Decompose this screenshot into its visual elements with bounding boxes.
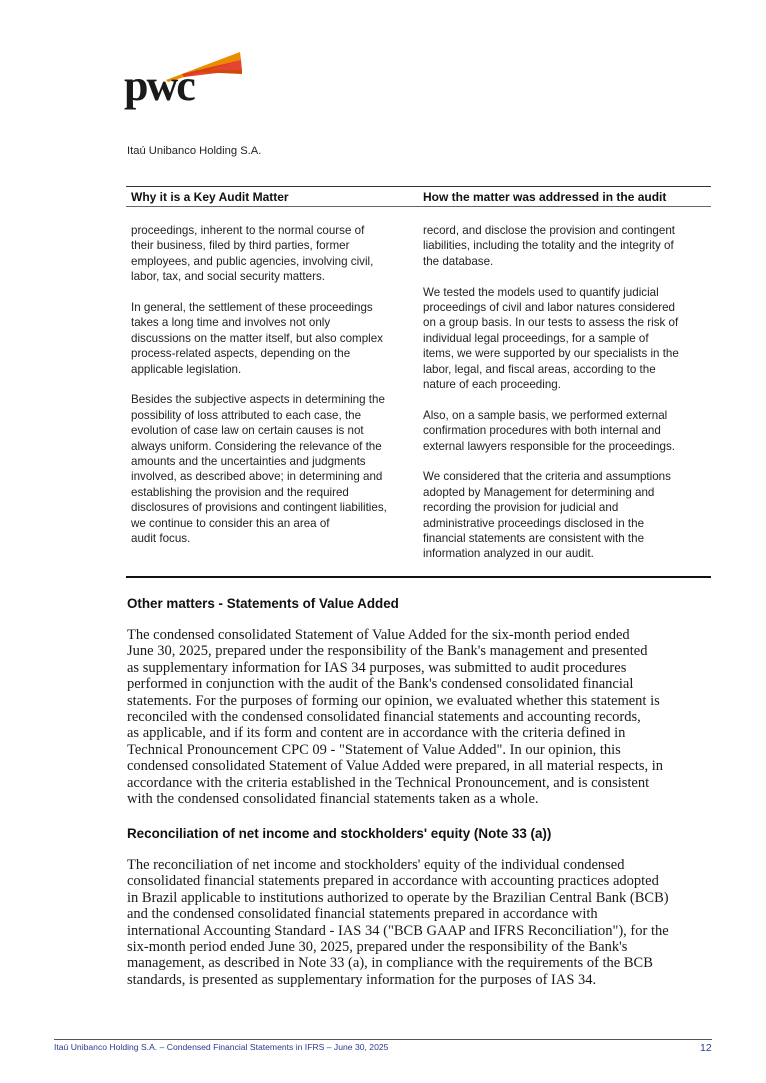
page-number: 12 [700, 1042, 712, 1054]
how-paragraph [423, 408, 711, 454]
text-line: We tested the models used to quantify judicial [423, 285, 659, 299]
text-line: consolidated financial statements prepared in accordance with accounting practices adopted [127, 873, 659, 890]
text-line: Technical Pronouncement CPC 09 - "Statement of Value Added". In our opinion, this [127, 741, 621, 758]
text-line: statements. For the purposes of forming our opinion, we evaluated whether this statement is [127, 692, 660, 709]
text-line: process-related aspects, depending on the [131, 347, 351, 361]
text-line: items, we were supported by our specialists in the [423, 347, 679, 361]
text-line: labor, tax, and social security matters. [131, 270, 325, 284]
column-header-why: Why it is a Key Audit Matter [131, 190, 289, 204]
text-line: always uniform. Considering the relevance of the [131, 439, 382, 453]
text-line: reconciled with the condensed consolidated financial statements and accounting records, [127, 709, 641, 726]
text-line: recording the provision for judicial and [423, 501, 619, 515]
section-heading-reconciliation: Reconciliation of net income and stockholders' equity (Note 33 (a)) [127, 826, 552, 841]
company-name: Itaú Unibanco Holding S.A. [127, 145, 262, 157]
text-line: we continue to consider this an area of [131, 516, 330, 530]
text-line: Also, on a sample basis, we performed external [423, 408, 668, 422]
text-line: applicable legislation. [131, 362, 242, 376]
text-line: the database. [423, 254, 494, 268]
text-line: as supplementary information for IAS 34 purposes, was submitted to audit procedures [127, 659, 627, 676]
text-line: possibility of loss attributed to each case, the [131, 408, 362, 422]
text-line: discussions on the matter itself, but also complex [131, 331, 383, 345]
text-line: adopted by Management for determining and [423, 485, 655, 499]
text-line: In general, the settlement of these proceedings [131, 301, 373, 315]
key-audit-matter-table [126, 184, 711, 578]
text-line: six-month period ended June 30, 2025, prepared under the responsibility of the Bank's [127, 939, 628, 956]
text-line: labor, legal, and fiscal areas, according to the [423, 362, 656, 376]
text-line: employees, and public agencies, involving civil, [131, 254, 374, 268]
text-line: administrative proceedings disclosed in the [423, 516, 645, 530]
footer-text: Itaú Unibanco Holding S.A. – Condensed Financial Statements in IFRS – June 30, 2025 [54, 1042, 389, 1052]
text-line: establishing the provision and the required [131, 485, 349, 499]
pwc-logo [124, 50, 244, 114]
how-paragraph [423, 469, 711, 561]
text-line: individual legal proceedings, for a sample of [423, 331, 649, 345]
text-line: their business, filed by third parties, former [131, 239, 350, 253]
section-heading-value-added: Other matters - Statements of Value Added [127, 596, 399, 611]
logo-wordmark: pwc [124, 61, 194, 110]
why-paragraph [131, 300, 419, 377]
text-line: and the condensed consolidated financial statements prepared in accordance with [127, 906, 598, 923]
table-top-rule [126, 186, 711, 187]
text-line: accordance with the criteria established in the Technical Pronouncement, and is consistent [127, 774, 650, 791]
text-line: nature of each proceeding. [423, 378, 561, 392]
text-line: The condensed consolidated Statement of Value Added for the six-month period ended [127, 627, 630, 643]
text-line: The reconciliation of net income and stockholders' equity of the individual condensed [127, 857, 625, 873]
text-line: on a group basis. In our tests to assess the risk of [423, 316, 679, 330]
text-line: financial statements are consistent with the [423, 532, 645, 546]
table-header-rule [126, 206, 711, 207]
footer-rule [54, 1039, 712, 1040]
section-body-reconciliation [127, 857, 712, 988]
column-header-how: How the matter was addressed in the audit [423, 190, 667, 204]
text-line: management, as described in Note 33 (a), in compliance with the requirements of the BCB [127, 955, 653, 972]
text-line: Besides the subjective aspects in determining the [131, 393, 385, 407]
text-line: in Brazil applicable to institutions authorized to operate by the Brazilian Central Bank (BCB) [127, 889, 669, 906]
text-line: amounts and the uncertainties and judgments [131, 455, 366, 469]
text-line: liabilities, including the totality and the integrity of [423, 239, 674, 253]
text-line: external lawyers responsible for the proceedings. [423, 439, 675, 453]
text-line: June 30, 2025, prepared under the responsibility of the Bank's management and presented [127, 643, 648, 660]
how-paragraph [423, 285, 711, 393]
text-line: international Accounting Standard - IAS 34 ("BCB GAAP and IFRS Reconciliation"), for the [127, 922, 669, 939]
text-line: performed in conjunction with the audit of the Bank's condensed consolidated financial [127, 676, 634, 693]
how-column-text [423, 223, 711, 577]
text-line: condensed consolidated Statement of Value Added were prepared, in all material respects, in [127, 758, 664, 775]
table-bottom-rule [126, 576, 711, 578]
text-line: disclosures of provisions and contingent liabilities, [131, 501, 387, 515]
how-paragraph [423, 223, 711, 269]
text-line: takes a long time and involves not only [131, 316, 331, 330]
why-paragraph [131, 223, 419, 285]
why-paragraph [131, 392, 419, 546]
text-line: evolution of case law on certain causes is not [131, 424, 364, 438]
text-line: with the condensed consolidated financial statements taken as a whole. [127, 791, 539, 808]
text-line: confirmation procedures with both internal and [423, 424, 661, 438]
text-line: information analyzed in our audit. [423, 547, 594, 561]
text-line: standards, is presented as supplementary information for the purposes of IAS 34. [127, 971, 597, 988]
text-line: as applicable, and if its form and content are in accordance with the criteria defined in [127, 725, 626, 742]
text-line: proceedings, inherent to the normal course of [131, 224, 365, 237]
text-line: proceedings of civil and labor natures considered [423, 301, 675, 315]
text-line: audit focus. [131, 532, 191, 546]
text-line: We considered that the criteria and assumptions [423, 470, 671, 484]
text-line: record, and disclose the provision and contingent [423, 224, 675, 237]
why-column-text [131, 223, 419, 562]
text-line: involved, as described above; in determining and [131, 470, 383, 484]
section-body-value-added [127, 627, 712, 807]
